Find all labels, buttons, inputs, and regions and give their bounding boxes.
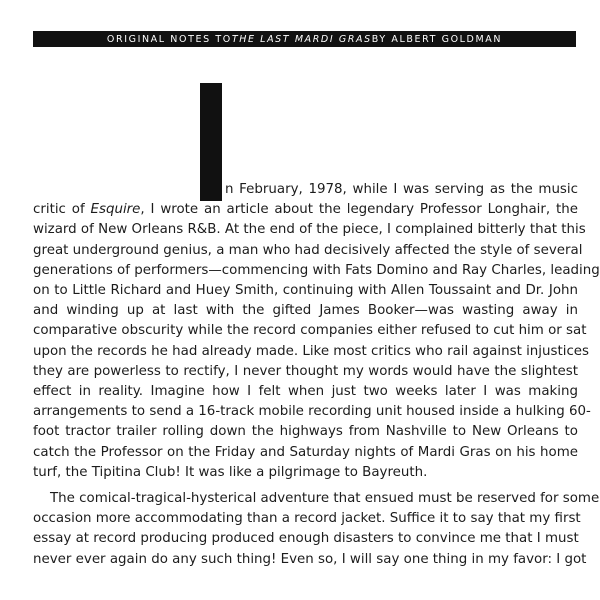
- text-line: foot tractor trailer rolling down the highways from Nashville to New Orleans to: [33, 424, 578, 440]
- header-prefix: ORIGINAL NOTES TO: [106, 33, 232, 45]
- text-line: occasion more accommodating than a record jacket. Suffice it to say that my first: [33, 511, 581, 527]
- italic-text: Esquire: [90, 202, 141, 218]
- text-line: arrangements to send a 16-track mobile recording unit housed inside a hulking 60-: [33, 404, 591, 420]
- header-bar: [33, 31, 576, 47]
- text-line: never ever again do any such thing! Even so, I will say one thing in my favor: I got: [33, 551, 587, 567]
- drop-cap-letter-i: [200, 83, 222, 201]
- text-line: comparative obscurity while the record companies either refused to cut him or sat: [33, 323, 587, 339]
- text-line: The comical-tragical-hysterical adventure that ensued must be reserved for some: [50, 491, 600, 506]
- text-line: effect in reality. Imagine how I felt when just two weeks later I was making: [33, 384, 578, 399]
- header-album-title: THE LAST MARDI GRAS: [231, 33, 372, 45]
- text-line: catch the Professor on the Friday and Saturday nights of Mardi Gras on his home: [33, 444, 578, 460]
- text-line: generations of performers—commencing with Fats Domino and Ray Charles, leading: [33, 262, 600, 278]
- text-line: turf, the Tipitina Club! It was like a pilgrimage to Bayreuth.: [33, 464, 428, 480]
- text-line: they are powerless to rectify, I never thought my words would have the slightest: [33, 363, 578, 379]
- text-line: critic of Esquire, I wrote an article about the legendary Professor Longhair, the: [33, 202, 578, 218]
- text-line: great underground genius, a man who had decisively affected the style of several: [33, 242, 583, 258]
- text-line: and winding up at last with the gifted James Booker—was wasting away in: [33, 303, 578, 319]
- text-line: essay at record producing produced enough disasters to convince me that I must: [33, 531, 579, 547]
- text-line: wizard of New Orleans R&B. At the end of the piece, I complained bitterly that this: [33, 222, 586, 238]
- text-line: upon the records he had already made. Like most critics who rail against injustices: [33, 343, 590, 359]
- text-line: on to Little Richard and Huey Smith, continuing with Allen Toussaint and Dr. John: [33, 283, 578, 298]
- header-suffix: BY ALBERT GOLDMAN: [371, 33, 503, 45]
- text-line: n February, 1978, while I was serving as the music: [225, 182, 578, 197]
